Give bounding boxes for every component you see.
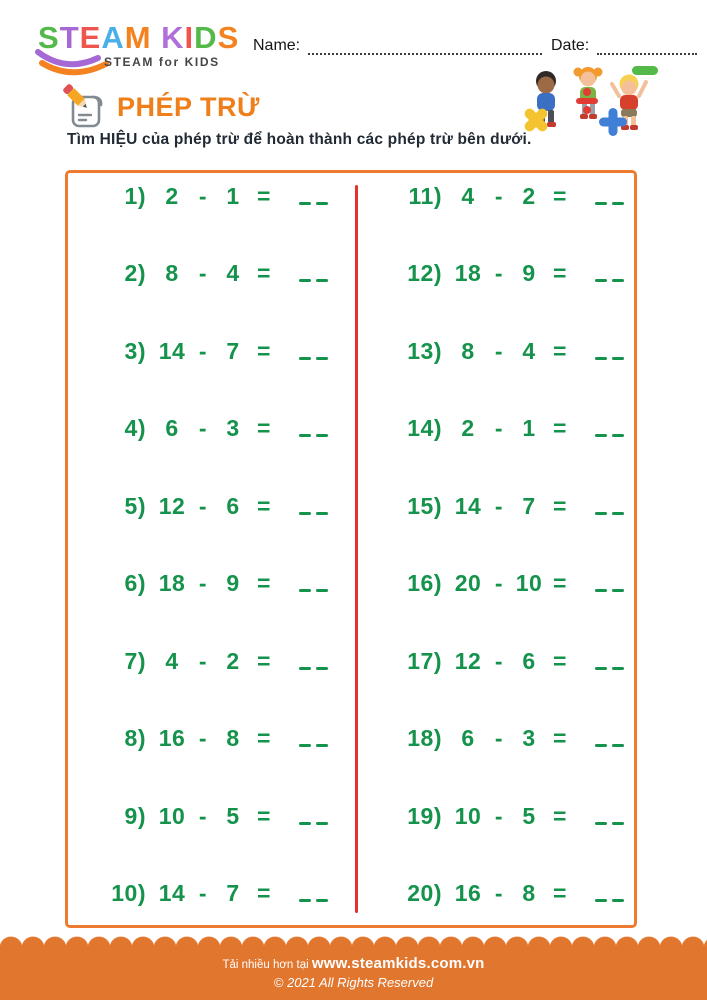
equals-sign: =: [257, 880, 271, 907]
answer-blank[interactable]: [595, 279, 624, 282]
answer-blank[interactable]: [595, 667, 624, 670]
answer-blank[interactable]: [299, 202, 328, 205]
problem-row-12: [392, 259, 650, 289]
problem-number: 4): [124, 415, 146, 442]
problem-number: 16): [407, 570, 442, 597]
minuend: 20: [454, 570, 482, 597]
answer-blank[interactable]: [299, 279, 328, 282]
instruction-text: Tìm HIỆU của phép trừ để hoàn thành các phép trừ bên dưới.: [67, 131, 532, 148]
equals-sign: =: [553, 570, 567, 597]
minus-sign: -: [198, 880, 208, 907]
equals-sign: =: [257, 337, 271, 364]
equals-sign: =: [553, 880, 567, 907]
subtrahend: 1: [522, 415, 536, 442]
minuend: 12: [454, 647, 482, 674]
problem-number: 20): [407, 880, 442, 907]
equals-sign: =: [257, 725, 271, 752]
problem-number: 17): [407, 647, 442, 674]
minuend: 6: [165, 415, 179, 442]
problem-number: 12): [407, 260, 442, 287]
minuend: 8: [461, 337, 475, 364]
answer-blank[interactable]: [299, 667, 328, 670]
equals-sign: =: [553, 492, 567, 519]
problem-number: 3): [124, 337, 146, 364]
minuend: 16: [454, 880, 482, 907]
minuend: 10: [158, 802, 186, 829]
subtrahend: 5: [522, 802, 536, 829]
equals-sign: =: [553, 337, 567, 364]
problems-box: [65, 170, 637, 928]
problem-row-13: [392, 336, 650, 366]
minus-sign: -: [494, 647, 504, 674]
footer-url-link[interactable]: www.steamkids.com.vn: [311, 955, 485, 972]
subtrahend: 7: [226, 880, 240, 907]
problem-row-15: [392, 491, 650, 521]
problem-row-8: [96, 724, 354, 754]
minuend: 6: [461, 725, 475, 752]
subtrahend: 4: [522, 337, 536, 364]
minuend: 14: [158, 880, 186, 907]
steamkids-logo: [38, 22, 239, 75]
equals-sign: =: [553, 647, 567, 674]
minus-sign: -: [198, 415, 208, 442]
minuend: 18: [454, 260, 482, 287]
minuend: 2: [461, 415, 475, 442]
equals-sign: =: [553, 182, 567, 209]
problems-col-right: [392, 181, 650, 909]
minuend: 10: [454, 802, 482, 829]
logo-subtitle: STEAM for KIDS: [104, 55, 220, 69]
problem-row-7: [96, 646, 354, 676]
subtrahend: 2: [522, 182, 536, 209]
minuend: 12: [158, 492, 186, 519]
subtrahend: 6: [522, 647, 536, 674]
subtrahend: 3: [522, 725, 536, 752]
problem-number: 18): [407, 725, 442, 752]
problem-number: 7): [124, 647, 146, 674]
equals-sign: =: [553, 415, 567, 442]
minus-sign: -: [198, 570, 208, 597]
problem-number: 1): [124, 182, 146, 209]
problem-row-3: [96, 336, 354, 366]
answer-blank[interactable]: [299, 589, 328, 592]
subtrahend: 6: [226, 492, 240, 519]
date-label: Date:: [551, 37, 590, 54]
answer-blank[interactable]: [595, 822, 624, 825]
problem-row-4: [96, 414, 354, 444]
problem-row-9: [96, 801, 354, 831]
minuend: 8: [165, 260, 179, 287]
footer-copyright: © 2021 All Rights Reserved: [273, 975, 434, 990]
subtrahend: 5: [226, 802, 240, 829]
minus-sign: -: [198, 260, 208, 287]
minus-symbol: [632, 66, 658, 75]
problem-number: 2): [124, 260, 146, 287]
footer-scallop-edge: [0, 935, 707, 948]
problem-number: 6): [124, 570, 146, 597]
minus-sign: -: [494, 337, 504, 364]
minus-sign: -: [494, 725, 504, 752]
footer: [0, 948, 707, 1000]
equals-sign: =: [553, 260, 567, 287]
equals-sign: =: [257, 415, 271, 442]
answer-blank[interactable]: [299, 357, 328, 360]
minus-sign: -: [494, 415, 504, 442]
answer-blank[interactable]: [299, 822, 328, 825]
equals-sign: =: [257, 570, 271, 597]
minus-sign: -: [198, 492, 208, 519]
answer-blank[interactable]: [595, 202, 624, 205]
minus-sign: -: [494, 802, 504, 829]
column-divider-line: [355, 185, 358, 913]
minuend: 14: [158, 337, 186, 364]
equals-sign: =: [257, 802, 271, 829]
answer-blank[interactable]: [595, 434, 624, 437]
problem-number: 8): [124, 725, 146, 752]
subtrahend: 8: [522, 880, 536, 907]
name-input-line[interactable]: [308, 39, 542, 55]
problem-number: 9): [124, 802, 146, 829]
logo-word: STEAM KIDS: [38, 20, 240, 55]
problem-number: 5): [124, 492, 146, 519]
answer-blank[interactable]: [299, 434, 328, 437]
answer-blank[interactable]: [595, 589, 624, 592]
problem-row-5: [96, 491, 354, 521]
problem-row-19: [392, 801, 650, 831]
equals-sign: =: [553, 802, 567, 829]
minus-sign: -: [198, 725, 208, 752]
subtrahend: 1: [226, 182, 240, 209]
footer-download-text: Tải nhiều hơn tại: [222, 959, 309, 971]
subtrahend: 2: [226, 647, 240, 674]
problem-row-6: [96, 569, 354, 599]
minuend: 2: [165, 182, 179, 209]
minus-sign: -: [198, 647, 208, 674]
problem-row-18: [392, 724, 650, 754]
minuend: 14: [454, 492, 482, 519]
minuend: 16: [158, 725, 186, 752]
problem-row-14: [392, 414, 650, 444]
problem-number: 13): [407, 337, 442, 364]
problem-row-2: [96, 259, 354, 289]
minus-sign: -: [198, 182, 208, 209]
minus-sign: -: [494, 570, 504, 597]
subtrahend: 8: [226, 725, 240, 752]
minus-sign: -: [494, 880, 504, 907]
problem-row-11: [392, 181, 650, 211]
problem-number: 19): [407, 802, 442, 829]
minus-sign: -: [198, 802, 208, 829]
name-field: [253, 37, 542, 55]
pencil-scroll-icon: [62, 84, 110, 132]
problem-row-1: [96, 181, 354, 211]
subtrahend: 9: [522, 260, 536, 287]
answer-blank[interactable]: [299, 744, 328, 747]
minus-sign: -: [198, 337, 208, 364]
answer-blank[interactable]: [595, 512, 624, 515]
subtrahend: 3: [226, 415, 240, 442]
answer-blank[interactable]: [299, 512, 328, 515]
equals-sign: =: [257, 492, 271, 519]
problem-number: 10): [111, 880, 146, 907]
date-field: [551, 37, 697, 55]
kids-math-illustration: [520, 64, 658, 140]
equals-sign: =: [257, 647, 271, 674]
minus-sign: -: [494, 492, 504, 519]
minuend: 18: [158, 570, 186, 597]
name-label: Name:: [253, 37, 301, 54]
problem-row-20: [392, 879, 650, 909]
page-title: PHÉP TRỪ: [117, 92, 260, 122]
problems-col-left: [96, 181, 354, 909]
minus-sign: -: [494, 260, 504, 287]
answer-blank[interactable]: [595, 357, 624, 360]
answer-blank[interactable]: [595, 744, 624, 747]
equals-sign: =: [257, 260, 271, 287]
date-input-line[interactable]: [597, 39, 697, 55]
minus-sign: -: [494, 182, 504, 209]
problem-number: 11): [408, 182, 442, 209]
subtrahend: 9: [226, 570, 240, 597]
subtrahend: 7: [522, 492, 536, 519]
answer-blank[interactable]: [299, 899, 328, 902]
subtrahend: 4: [226, 260, 240, 287]
problem-row-16: [392, 569, 650, 599]
problem-row-10: [96, 879, 354, 909]
subtrahend: 10: [515, 570, 543, 597]
problem-number: 15): [407, 492, 442, 519]
problem-number: 14): [407, 415, 442, 442]
equals-sign: =: [553, 725, 567, 752]
equals-sign: =: [257, 182, 271, 209]
subtrahend: 7: [226, 337, 240, 364]
problem-row-17: [392, 646, 650, 676]
minuend: 4: [165, 647, 179, 674]
answer-blank[interactable]: [595, 899, 624, 902]
minuend: 4: [461, 182, 475, 209]
